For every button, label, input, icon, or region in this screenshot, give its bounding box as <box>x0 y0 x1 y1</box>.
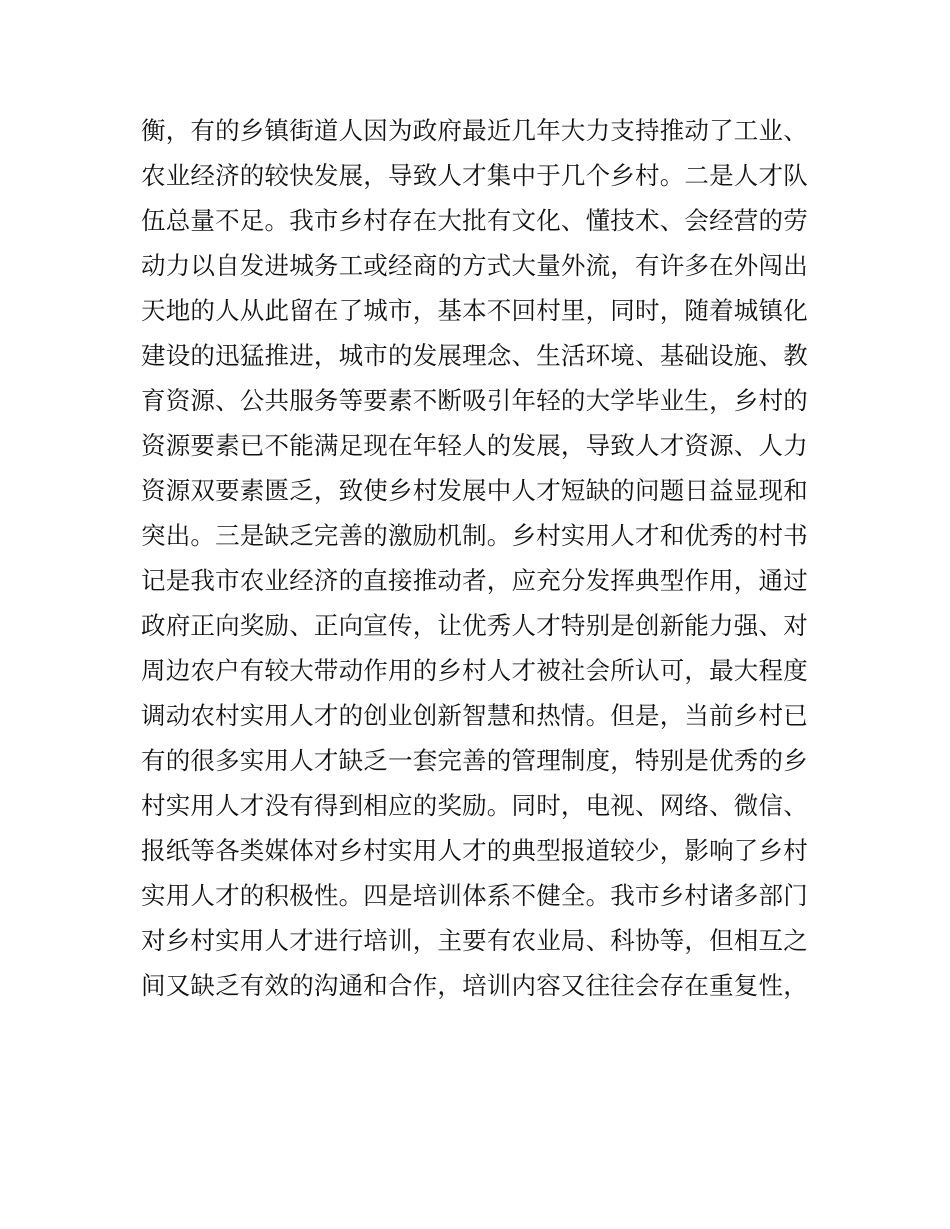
text-line-18: 实用人才的积极性。四是培训体系不健全。我市乡村诸多部门 <box>141 881 808 910</box>
text-line-10: 突出。三是缺乏完善的激励机制。乡村实用人才和优秀的村书 <box>141 521 808 550</box>
text-line-19: 对乡村实用人才进行培训，主要有农业局、科协等，但相互之 <box>141 926 808 955</box>
text-line-7: 育资源、公共服务等要素不断吸引年轻的大学毕业生，乡村的 <box>141 386 808 415</box>
text-line-20: 间又缺乏有效的沟通和合作，培训内容又往往会存在重复性， <box>141 971 808 1000</box>
text-line-13: 周边农户有较大带动作用的乡村人才被社会所认可，最大程度 <box>141 656 808 685</box>
text-line-1: 衡，有的乡镇街道人因为政府最近几年大力支持推动了工业、 <box>141 116 808 145</box>
text-line-16: 村实用人才没有得到相应的奖励。同时，电视、网络、微信、 <box>141 791 808 820</box>
text-line-6: 建设的迅猛推进，城市的发展理念、生活环境、基础设施、教 <box>141 341 808 370</box>
text-line-15: 有的很多实用人才缺乏一套完善的管理制度，特别是优秀的乡 <box>141 746 808 775</box>
text-line-17: 报纸等各类媒体对乡村实用人才的典型报道较少，影响了乡村 <box>141 836 808 865</box>
text-line-14: 调动农村实用人才的创业创新智慧和热情。但是，当前乡村已 <box>141 701 808 730</box>
text-line-2: 农业经济的较快发展，导致人才集中于几个乡村。二是人才队 <box>141 161 808 190</box>
text-line-3: 伍总量不足。我市乡村存在大批有文化、懂技术、会经营的劳 <box>141 206 808 235</box>
text-line-5: 天地的人从此留在了城市，基本不回村里，同时，随着城镇化 <box>141 296 808 325</box>
text-line-11: 记是我市农业经济的直接推动者，应充分发挥典型作用，通过 <box>141 566 808 595</box>
body-text <box>141 108 821 1008</box>
text-line-9: 资源双要素匮乏，致使乡村发展中人才短缺的问题日益显现和 <box>141 476 808 505</box>
text-line-4: 动力以自发进城务工或经商的方式大量外流，有许多在外闯出 <box>141 251 808 280</box>
text-line-12: 政府正向奖励、正向宣传，让优秀人才特别是创新能力强、对 <box>141 611 808 640</box>
text-line-8: 资源要素已不能满足现在年轻人的发展，导致人才资源、人力 <box>141 431 808 460</box>
